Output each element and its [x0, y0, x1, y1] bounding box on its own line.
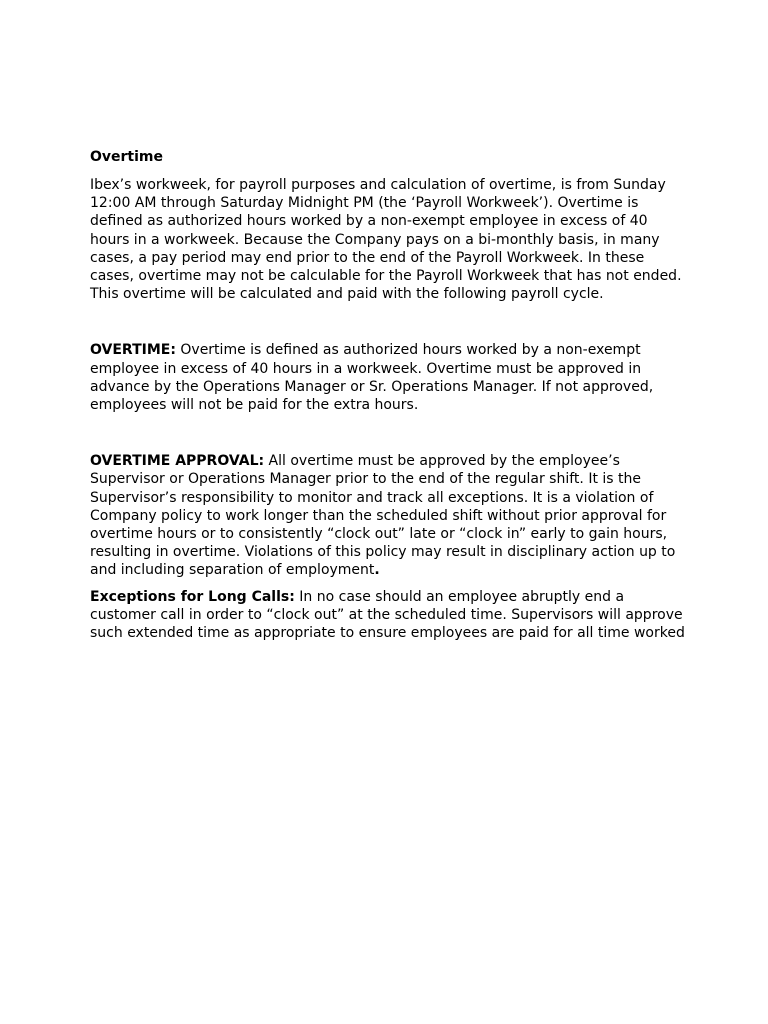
overtime-approval-paragraph [90, 452, 690, 579]
section-heading: Overtime [90, 149, 164, 165]
overtime-definition-text: Overtime is defined as authorized hours worked by a non-exempt employee in excess of 40 hours in a workweek. Overtime must be approved in advance by the Operations Manager or Sr. Operations Manager. If not approved, employees will not be paid for the extra hours. [90, 342, 654, 414]
overtime-label: OVERTIME: [90, 342, 176, 359]
workweek-paragraph: Ibex’s workweek, for payroll purposes and calculation of overtime, is from Sunday 12:00 AM through Saturday Midnight PM (the ‘Payroll Workweek’). Overtime is defined as authorized hours worked by a non-exempt employee in excess of 40 hours in a workweek. Because the Company pays on a bi-monthly basis, in many cases, a pay period may end prior to the end of the Payroll Workweek. In these cases, overtime may not be calculable for the Payroll Workweek that has not ended. This overtime will be calculated and paid with the following payroll cycle. [90, 177, 682, 303]
document-page [90, 148, 690, 642]
long-calls-text: In no case should an employee abruptly end a customer call in order to “clock out” at the scheduled time. Supervisors will approve such extended time as appropriate to ensure employees are paid for all time worked [90, 588, 685, 642]
overtime-approval-label: OVERTIME APPROVAL: [90, 453, 265, 470]
long-calls-label: Exceptions for Long Calls: [90, 588, 295, 605]
overtime-approval-text: All overtime must be approved by the employee’s Supervisor or Operations Manager prior to the end of the regular shift. It is the Supervisor’s responsibility to monitor and track all exceptions. It is a violation of Company policy to work longer than the scheduled shift without prior approval for overtime hours or to consistently “clock out” late or “clock in” early to gain hours, resulting in overtime. Violations of this policy may result in disciplinary action up to and including separation of employment [90, 453, 676, 579]
overtime-definition-paragraph [90, 341, 690, 414]
overtime-approval-period: . [374, 562, 380, 579]
long-calls-paragraph [90, 588, 690, 643]
